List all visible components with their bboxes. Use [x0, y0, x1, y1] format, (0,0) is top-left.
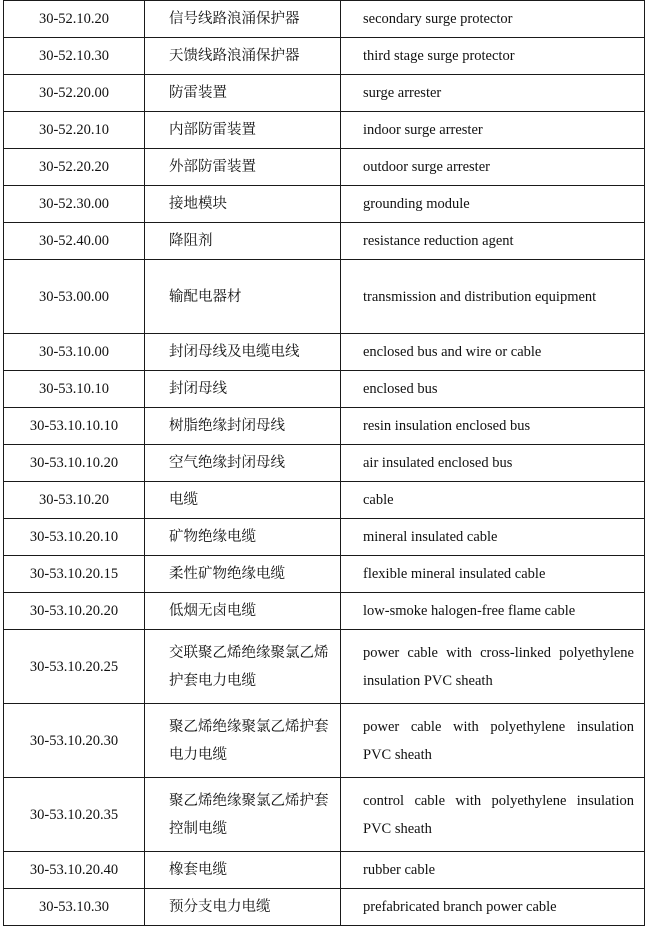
table-row: [4, 445, 645, 482]
chinese-term-cell: 防雷装置: [145, 75, 341, 112]
table-row: [4, 334, 645, 371]
chinese-term-cell: 聚乙烯绝缘聚氯乙烯护套电力电缆: [145, 704, 341, 778]
code-cell: 30-53.10.20.10: [4, 519, 145, 556]
table-row: [4, 371, 645, 408]
code-cell: 30-53.10.20.35: [4, 778, 145, 852]
chinese-term-cell: 橡套电缆: [145, 852, 341, 889]
code-cell: 30-53.10.00: [4, 334, 145, 371]
table-body: [4, 1, 645, 926]
code-cell: 30-53.10.20.20: [4, 593, 145, 630]
chinese-term-cell: 接地模块: [145, 186, 341, 223]
chinese-term-cell: 空气绝缘封闭母线: [145, 445, 341, 482]
code-cell: 30-53.10.20.15: [4, 556, 145, 593]
chinese-term-cell: 外部防雷装置: [145, 149, 341, 186]
table-row: [4, 1, 645, 38]
table-row: [4, 75, 645, 112]
english-term-cell: enclosed bus and wire or cable: [341, 334, 645, 371]
chinese-term-cell: 输配电器材: [145, 260, 341, 334]
table-row: [4, 260, 645, 334]
table-row: [4, 112, 645, 149]
english-term-cell: flexible mineral insulated cable: [341, 556, 645, 593]
code-cell: 30-53.00.00: [4, 260, 145, 334]
table-row: [4, 630, 645, 704]
chinese-term-cell: 封闭母线及电缆电线: [145, 334, 341, 371]
table-row: [4, 482, 645, 519]
table-row: [4, 889, 645, 926]
table-row: [4, 408, 645, 445]
classification-table: [3, 0, 645, 926]
english-term-cell: secondary surge protector: [341, 1, 645, 38]
chinese-term-cell: 封闭母线: [145, 371, 341, 408]
chinese-term-cell: 低烟无卤电缆: [145, 593, 341, 630]
table-row: [4, 186, 645, 223]
chinese-term-cell: 预分支电力电缆: [145, 889, 341, 926]
chinese-term-cell: 内部防雷装置: [145, 112, 341, 149]
english-term-cell: air insulated enclosed bus: [341, 445, 645, 482]
english-term-cell: cable: [341, 482, 645, 519]
chinese-term-cell: 交联聚乙烯绝缘聚氯乙烯护套电力电缆: [145, 630, 341, 704]
english-term-cell: power cable with polyethylene insulation PVC sheath: [341, 704, 645, 778]
code-cell: 30-53.10.20.40: [4, 852, 145, 889]
code-cell: 30-53.10.30: [4, 889, 145, 926]
english-term-cell: mineral insulated cable: [341, 519, 645, 556]
code-cell: 30-52.20.00: [4, 75, 145, 112]
english-term-cell: surge arrester: [341, 75, 645, 112]
code-cell: 30-53.10.10: [4, 371, 145, 408]
english-term-cell: indoor surge arrester: [341, 112, 645, 149]
chinese-term-cell: 信号线路浪涌保护器: [145, 1, 341, 38]
english-term-cell: transmission and distribution equipment: [341, 260, 645, 334]
table-row: [4, 149, 645, 186]
english-term-cell: low-smoke halogen-free flame cable: [341, 593, 645, 630]
table-row: [4, 519, 645, 556]
table-row: [4, 704, 645, 778]
code-cell: 30-53.10.20.25: [4, 630, 145, 704]
chinese-term-cell: 聚乙烯绝缘聚氯乙烯护套控制电缆: [145, 778, 341, 852]
chinese-term-cell: 天馈线路浪涌保护器: [145, 38, 341, 75]
english-term-cell: resistance reduction agent: [341, 223, 645, 260]
english-term-cell: prefabricated branch power cable: [341, 889, 645, 926]
chinese-term-cell: 电缆: [145, 482, 341, 519]
english-term-cell: grounding module: [341, 186, 645, 223]
english-term-cell: rubber cable: [341, 852, 645, 889]
table-row: [4, 38, 645, 75]
code-cell: 30-53.10.10.20: [4, 445, 145, 482]
code-cell: 30-52.40.00: [4, 223, 145, 260]
table-row: [4, 593, 645, 630]
code-cell: 30-52.20.20: [4, 149, 145, 186]
code-cell: 30-52.20.10: [4, 112, 145, 149]
code-cell: 30-53.10.10.10: [4, 408, 145, 445]
english-term-cell: power cable with cross-linked polyethylene insulation PVC sheath: [341, 630, 645, 704]
english-term-cell: enclosed bus: [341, 371, 645, 408]
table-row: [4, 556, 645, 593]
table-row: [4, 778, 645, 852]
table-row: [4, 223, 645, 260]
english-term-cell: outdoor surge arrester: [341, 149, 645, 186]
code-cell: 30-53.10.20: [4, 482, 145, 519]
english-term-cell: control cable with polyethylene insulation PVC sheath: [341, 778, 645, 852]
chinese-term-cell: 降阻剂: [145, 223, 341, 260]
code-cell: 30-52.30.00: [4, 186, 145, 223]
english-term-cell: third stage surge protector: [341, 38, 645, 75]
chinese-term-cell: 树脂绝缘封闭母线: [145, 408, 341, 445]
chinese-term-cell: 柔性矿物绝缘电缆: [145, 556, 341, 593]
table-row: [4, 852, 645, 889]
english-term-cell: resin insulation enclosed bus: [341, 408, 645, 445]
code-cell: 30-52.10.30: [4, 38, 145, 75]
code-cell: 30-52.10.20: [4, 1, 145, 38]
chinese-term-cell: 矿物绝缘电缆: [145, 519, 341, 556]
code-cell: 30-53.10.20.30: [4, 704, 145, 778]
